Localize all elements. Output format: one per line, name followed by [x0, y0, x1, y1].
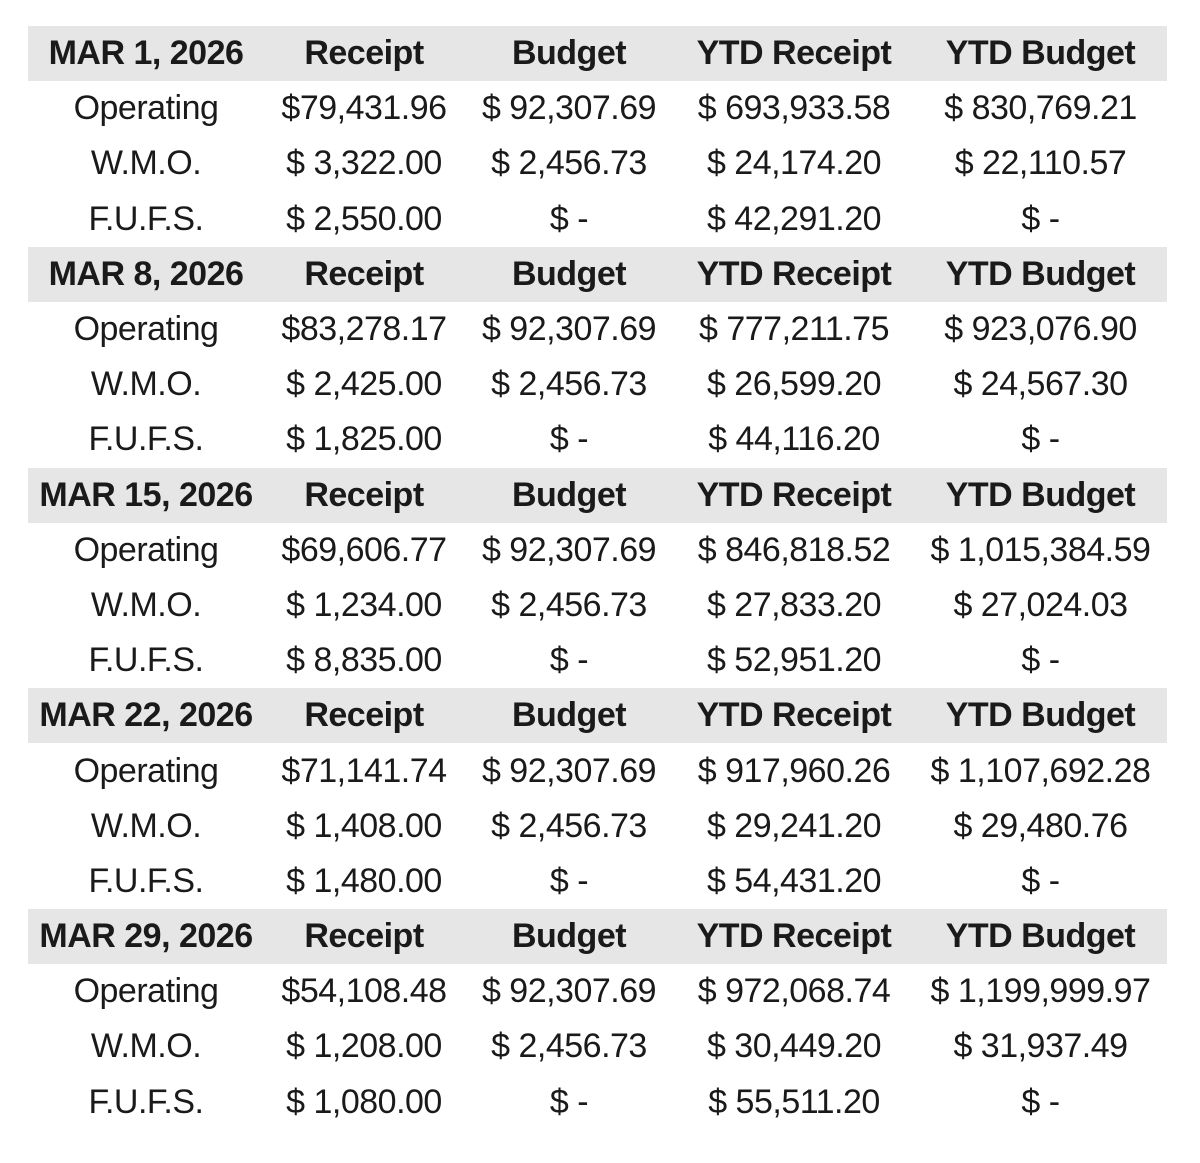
ytd-receipt-value: $ 55,511.20	[708, 1082, 880, 1121]
row-label: W.M.O.	[90, 806, 202, 845]
ytd-receipt-value: $ 30,449.20	[706, 1027, 882, 1066]
column-header-ytd-budget: YTD Budget	[945, 475, 1136, 514]
receipt-value: $ 1,208.00	[286, 1027, 442, 1066]
week-date: MAR 8, 2026	[48, 254, 244, 293]
table-row	[28, 799, 1167, 854]
table-row	[28, 743, 1167, 798]
week-date: MAR 1, 2026	[48, 34, 244, 73]
table-row	[28, 578, 1167, 633]
week-section	[28, 26, 1167, 247]
column-header-receipt: Receipt	[304, 254, 424, 293]
receipt-value: $ 2,550.00	[286, 199, 442, 238]
column-header-ytd-budget: YTD Budget	[945, 696, 1136, 735]
receipt-value: $83,278.17	[281, 310, 447, 349]
weekly-receipts-table	[28, 26, 1167, 1130]
ytd-receipt-value: $ 44,116.20	[708, 420, 880, 459]
ytd-receipt-value: $ 27,833.20	[706, 585, 882, 624]
budget-value: $ -	[549, 420, 589, 459]
ytd-receipt-value: $ 24,174.20	[706, 144, 882, 183]
column-header-receipt: Receipt	[304, 696, 424, 735]
budget-value: $ 2,456.73	[491, 806, 647, 845]
row-label: F.U.F.S.	[88, 861, 204, 900]
column-header-receipt: Receipt	[304, 475, 424, 514]
column-header-ytd-budget: YTD Budget	[945, 34, 1136, 73]
budget-value: $ 92,307.69	[481, 530, 657, 569]
ytd-budget-value: $ -	[1021, 861, 1060, 900]
week-header-row	[28, 909, 1167, 964]
ytd-budget-value: $ 1,107,692.28	[930, 751, 1151, 790]
ytd-budget-value: $ 923,076.90	[944, 310, 1137, 349]
column-header-budget: Budget	[511, 34, 627, 73]
ytd-budget-value: $ -	[1021, 641, 1060, 680]
column-header-receipt: Receipt	[304, 34, 424, 73]
budget-value: $ 2,456.73	[491, 1027, 647, 1066]
receipt-value: $ 3,322.00	[286, 144, 442, 183]
receipt-value: $ 1,234.00	[286, 585, 442, 624]
table-row	[28, 1075, 1167, 1130]
ytd-budget-value: $ 29,480.76	[953, 806, 1128, 845]
column-header-ytd-receipt: YTD Receipt	[696, 254, 892, 293]
column-header-ytd-receipt: YTD Receipt	[696, 34, 892, 73]
receipt-value: $ 8,835.00	[286, 641, 442, 680]
receipt-value: $71,141.74	[281, 751, 447, 790]
table-row	[28, 357, 1167, 412]
row-label: W.M.O.	[90, 365, 202, 404]
receipt-value: $ 1,408.00	[286, 806, 442, 845]
table-row	[28, 81, 1167, 136]
table-row	[28, 523, 1167, 578]
column-header-budget: Budget	[511, 917, 627, 956]
table-row	[28, 302, 1167, 357]
table-row	[28, 854, 1167, 909]
receipt-value: $54,108.48	[281, 972, 447, 1011]
ytd-budget-value: $ 31,937.49	[953, 1027, 1128, 1066]
column-header-ytd-receipt: YTD Receipt	[696, 917, 892, 956]
week-header-row	[28, 688, 1167, 743]
row-label: W.M.O.	[90, 144, 202, 183]
week-header-row	[28, 468, 1167, 523]
receipt-value: $69,606.77	[281, 530, 447, 569]
ytd-budget-value: $ -	[1021, 420, 1060, 459]
week-section	[28, 909, 1167, 1130]
column-header-ytd-budget: YTD Budget	[945, 254, 1136, 293]
ytd-budget-value: $ 22,110.57	[954, 144, 1127, 183]
week-header-row	[28, 26, 1167, 81]
budget-value: $ -	[549, 199, 589, 238]
budget-value: $ 92,307.69	[481, 972, 657, 1011]
table-row	[28, 192, 1167, 247]
column-header-budget: Budget	[511, 696, 627, 735]
ytd-receipt-value: $ 917,960.26	[697, 751, 891, 790]
receipt-value: $ 1,480.00	[286, 861, 442, 900]
ytd-receipt-value: $ 52,951.20	[706, 641, 882, 680]
column-header-budget: Budget	[511, 254, 627, 293]
receipt-value: $ 1,825.00	[286, 420, 442, 459]
ytd-receipt-value: $ 972,068.74	[697, 972, 891, 1011]
row-label: Operating	[73, 751, 219, 790]
row-label: Operating	[73, 972, 219, 1011]
ytd-budget-value: $ 27,024.03	[953, 585, 1128, 624]
table-row	[28, 136, 1167, 191]
ytd-budget-value: $ -	[1021, 1082, 1060, 1121]
column-header-receipt: Receipt	[304, 917, 424, 956]
budget-value: $ 2,456.73	[491, 365, 647, 404]
ytd-receipt-value: $ 693,933.58	[697, 89, 891, 128]
week-date: MAR 29, 2026	[39, 917, 253, 956]
ytd-receipt-value: $ 54,431.20	[706, 861, 882, 900]
ytd-budget-value: $ 1,015,384.59	[930, 530, 1151, 569]
receipt-value: $79,431.96	[281, 89, 447, 128]
column-header-ytd-budget: YTD Budget	[945, 917, 1136, 956]
row-label: W.M.O.	[90, 585, 202, 624]
row-label: W.M.O.	[90, 1027, 202, 1066]
ytd-budget-value: $ 830,769.21	[944, 89, 1137, 128]
ytd-receipt-value: $ 26,599.20	[706, 365, 882, 404]
budget-value: $ 92,307.69	[481, 89, 657, 128]
row-label: F.U.F.S.	[88, 641, 204, 680]
ytd-budget-value: $ -	[1021, 199, 1060, 238]
budget-value: $ 2,456.73	[491, 144, 647, 183]
week-date: MAR 15, 2026	[39, 475, 253, 514]
row-label: Operating	[73, 89, 219, 128]
row-label: Operating	[73, 530, 219, 569]
budget-value: $ 92,307.69	[481, 751, 657, 790]
ytd-budget-value: $ 1,199,999.97	[930, 972, 1151, 1011]
budget-value: $ 2,456.73	[491, 585, 647, 624]
ytd-receipt-value: $ 29,241.20	[706, 806, 882, 845]
row-label: Operating	[73, 310, 219, 349]
row-label: F.U.F.S.	[88, 1082, 204, 1121]
week-date: MAR 22, 2026	[39, 696, 253, 735]
budget-value: $ -	[549, 641, 589, 680]
ytd-receipt-value: $ 846,818.52	[697, 530, 891, 569]
ytd-budget-value: $ 24,567.30	[953, 365, 1128, 404]
budget-value: $ 92,307.69	[481, 310, 657, 349]
budget-value: $ -	[549, 1082, 589, 1121]
receipt-value: $ 2,425.00	[286, 365, 442, 404]
receipt-value: $ 1,080.00	[286, 1082, 442, 1121]
row-label: F.U.F.S.	[88, 420, 204, 459]
table-row	[28, 412, 1167, 467]
column-header-budget: Budget	[511, 475, 627, 514]
table-row	[28, 633, 1167, 688]
row-label: F.U.F.S.	[88, 199, 204, 238]
budget-value: $ -	[549, 861, 589, 900]
column-header-ytd-receipt: YTD Receipt	[696, 696, 892, 735]
column-header-ytd-receipt: YTD Receipt	[696, 475, 892, 514]
ytd-receipt-value: $ 777,211.75	[699, 310, 889, 349]
week-section	[28, 688, 1167, 909]
week-header-row	[28, 247, 1167, 302]
week-section	[28, 247, 1167, 468]
ytd-receipt-value: $ 42,291.20	[706, 199, 882, 238]
table-row	[28, 964, 1167, 1019]
week-section	[28, 468, 1167, 689]
table-row	[28, 1019, 1167, 1074]
